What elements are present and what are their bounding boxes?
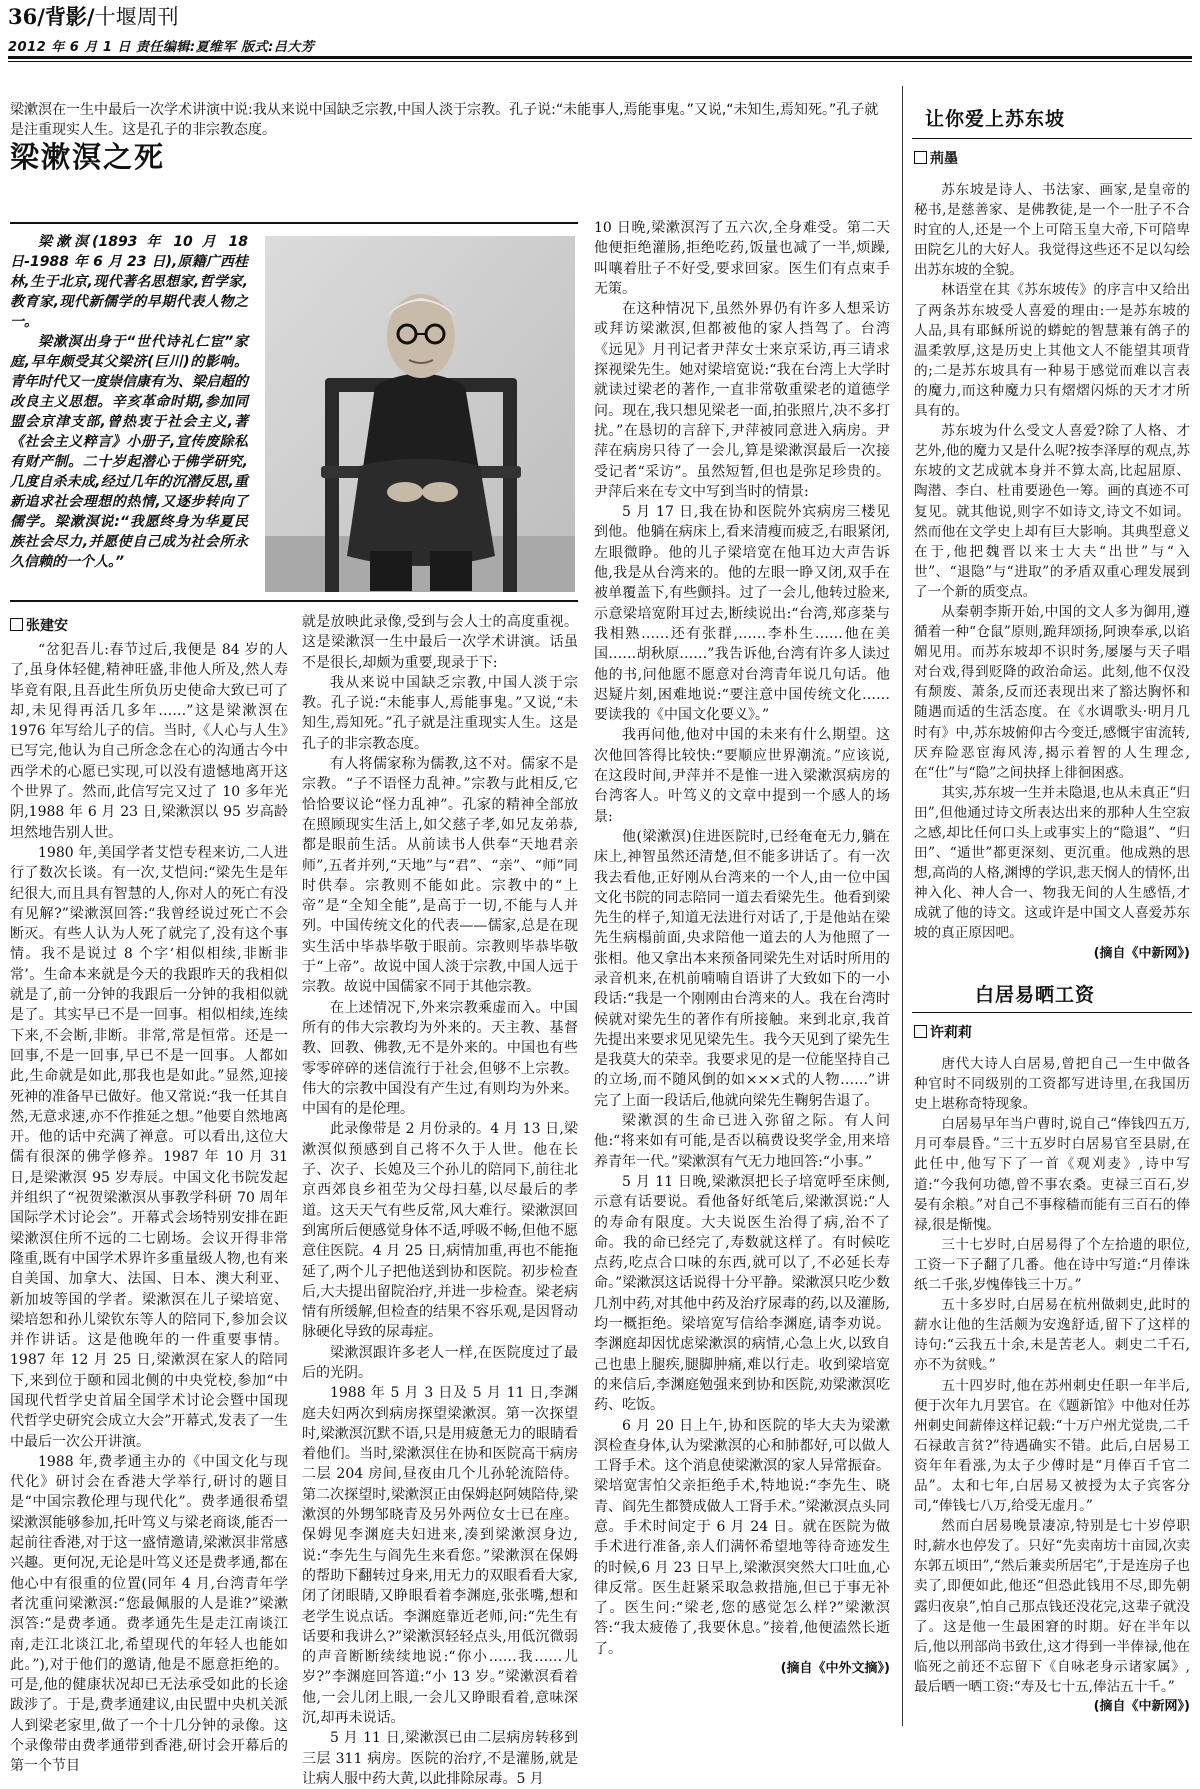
- article-paragraph: 1988 年 5 月 3 日及 5 月 11 日,李渊庭夫妇两次到病房探望梁漱溟。第一次探望时,梁漱溟沉默不语,只是用疲惫无力的眼睛看着他们。当时,梁漱溟住在协和医院高干病房二层 204 房间,昼夜由几个儿孙轮流陪侍。第二次探望时,梁漱溟正由保姆赵阿姨陪侍,梁漱溟的外甥邹晓青及另外两位女士已在座。保姆见李渊庭夫妇进来,凑到梁漱溟身边,说:“李先生与阎先生来看您。”梁漱溟在保姆的帮助下翻转过身来,用无力的双眼看看大家,闭了闭眼睛,又睁眼看着李渊庭,张张嘴,想和老学生说点话。李渊庭靠近老师,问:“先生有话要和我讲么?”梁漱溟轻轻点头,用低沉微弱的声音断断续续地说:“你小……我……儿岁?”李渊庭回答道:“小 13 岁。”梁漱溟看着他,一会儿闭上眼,一会儿又睁眼看着,意味深沉,却再未说话。: [302, 1385, 578, 1727]
- sidebar2-title: 白居易晒工资: [975, 984, 1096, 1006]
- sidebar2-paragraph: 然而白居易晚景凄凉,特别是七十岁停职时,薪水也停发了。只好“先卖南坊十亩园,次卖东郭五顷田”,“然后兼卖所居宅”,于是连房子也卖了,即便如此,他还“但恐此钱用不尽,即先朝露归夜泉”,怕自己那点钱还没花完,这辈子就没了。这是他一生最困窘的时期。好在半年以后,他以刑部尚书致仕,这才得到一半俸禄,他在临死之前还不忘留下《自咏老身示诸家属》,最后晒一晒工资:“寿及七十五,俸沾五十千。”: [914, 1518, 1190, 1695]
- sidebar1-source: (摘自《中新网》): [1093, 945, 1190, 961]
- bio-rule-top: [10, 222, 578, 224]
- edition-info: 2012 年 6 月 1 日 责任编辑:夏维军 版式:吕大芳: [8, 40, 315, 55]
- masthead-slash: /: [86, 4, 95, 29]
- sidebar2-paragraph: 五十四岁时,他在苏州刺史任职一年半后,便于次年九月罢官。在《题新馆》中他对任苏州刺史间薪俸这样记载:“十万户州尤觉贵,二千石禄敢言贫?”待遇确实不错。此后,白居易工资年年看涨,为太子少傅时是“月俸百千官二品”。太和七年,白居易又被授为太子宾客分司,“俸钱七八万,给受无虚月。”: [914, 1377, 1190, 1515]
- article-paragraph: 我从来说中国缺乏宗教,中国人淡于宗教。孔子说:“未能事人,焉能事鬼。”又说,“未知生,焉知死。”孔子就是注重现实人生。这是孔子的非宗教态度。: [302, 674, 578, 752]
- article-column-3: [594, 218, 890, 1679]
- article-paragraph: 5 月 17 日,我在协和医院外宾病房三楼见到他。他躺在病床上,看来清瘦而疲乏,右眼紧闭,左眼微睁。他的儿子梁培宽在他耳边大声告诉他,我是从台湾来的。他的左眼一睁又闭,双手在被单覆盖下,有些颤抖。过了一会儿,他转过脸来,示意梁培宽附耳过去,断续说出:“台湾,郑彦棻与我相熟……还有张群,……李朴生……他在美国……胡秋原……”我告诉他,台湾有许多人读过他的书,问他愿不愿意对台湾青年说几句话。他迟疑片刻,困难地说:“要注意中国传统文化……要读我的《中国文化要义》。”: [594, 504, 890, 724]
- page-number: 36/: [8, 4, 45, 29]
- bio-paragraph: 梁漱溟(1893 年 10 月 18 日-1988 年 6 月 23 日),原籍广西桂林,生于北京,现代著名思想家,哲学家,教育家,现代新儒学的早期代表人物之一。: [10, 234, 248, 330]
- sidebar1-byline: [914, 148, 958, 168]
- bio-paragraph: 梁漱溟出身于“世代诗礼仁宦”家庭,早年颇受其父梁济(巨川)的影响。青年时代又一度崇信康有为、梁启超的改良主义思想。辛亥革命时期,参加同盟会京津支部,曾热衷于社会主义,著《社会主义粹言》小册子,宣传废除私有财产制。二十岁起潜心于佛学研究,几度自杀未成,经过几年的沉潜反思,重新追求社会理想的热情,又逐步转向了儒学。梁漱溟说:“我愿终身为华夏民族社会尽力,并愿使自己成为社会所永久信赖的一个人。”: [10, 334, 248, 570]
- article-column-2: [302, 612, 578, 1789]
- article-paragraph: 梁漱溟的生命已进入弥留之际。有人问他:“将来如有可能,是否以稿费设奖学金,用来培养青年一代。”梁漱溟有气无力地回答:“小事。”: [594, 1113, 890, 1170]
- sidebar2-body: [914, 1054, 1190, 1717]
- byline-box-icon: [914, 1025, 927, 1038]
- byline-box-icon: [914, 151, 927, 164]
- article-byline: [10, 615, 68, 635]
- article-title: 梁漱溟之死: [10, 140, 166, 174]
- sidebar1-paragraph: 其实,苏东坡一生并未隐退,也从未真正“归田”,但他通过诗文所表达出来的那种人生空寂之感,却比任何口头上或事实上的“隐退”、“归田”、“遁世”都更深刻、更沉重。他成熟的思想,高尚的人格,渊博的学识,悲天悯人的情怀,出神入化、神人合一、物我无间的人生感悟,才成就了他的诗文。这或许是中国文人喜爱苏东坡的真正原因吧。: [914, 784, 1190, 942]
- paper-name: 十堰周刊: [94, 5, 179, 29]
- article-paragraph: 他(梁漱溟)住进医院时,已经奄奄无力,躺在床上,神智虽然还清楚,但不能多讲话了。有一次我去看他,正好刚从台湾来的一个人,由一位中国文化书院的同志陪同一道去看梁先生。他看到梁先生的样子,知道无法进行对话了,于是他站在梁先生病榻前面,央求陪他一道去的人为他照了一张相。他又拿出本来预备同梁先生对话时所用的录音机来,在机前喃喃自语讲了大致如下的一小段话:“我是一个刚刚由台湾来的人。我在台湾时候就对梁先生的著作有所接触。来到北京,我首先提出来要求见见梁先生。我今天见到了梁先生是我莫大的荣幸。我要求见的是一位能坚持自己的立场,而不随风倒的如×××式的人物……”讲完了上面一段话后,他就向梁先生鞠躬告退了。: [594, 828, 890, 1109]
- bio-rule-bottom: [10, 600, 578, 602]
- article-paragraph: 1988 年,费孝通主办的《中国文化与现代化》研讨会在香港大学举行,研讨的题目是“中国宗教伦理与现代化”。费孝通很希望梁漱溟能够参加,托叶笃义与梁老商谈,能否一起前往香港,对于这一盛情邀请,梁漱溟非常感兴趣。更何况,无论是叶笃义还是费孝通,都在他心中有很重的位置(同年 4 月,台湾青年学者沈重问梁漱溟:“您最佩服的人是谁?”梁漱溟答:“是费孝通。费孝通先生是走江南谈江南,走江北谈江北,希望现代的年轻人也能如此。”),对于他们的邀请,他是不愿意拒绝的。可是,他的健康状况却已无法承受如此的长途跋涉了。于是,费孝通建议,由民盟中央机关派人到梁老家里,做了一个十几分钟的录像。这个录像带由费孝通带到香港,研讨会开幕后的第一个节目: [10, 1453, 288, 1775]
- byline-box-icon: [10, 618, 23, 631]
- article-paragraph: 我再问他,他对中国的未来有什么期望。这次他回答得比较快:“要顺应世界潮流。”应该说,在这段时间,尹萍并不是惟一进入梁漱溟病房的台湾客人。叶笃义的文章中提到一个感人的场景:: [594, 727, 890, 825]
- portrait-photo: [265, 236, 575, 592]
- sidebar2-paragraph: 白居易早年当户曹时,说自己“俸钱四五万,月可奉晨昏。”三十五岁时白居易官至县尉,在此任中,他写下了一首《观刈麦》,诗中写道:“今我何功德,曾不事农桑。吏禄三百石,岁晏有余粮。”对自己不事稼穑而能有三百石的俸禄,很是惭愧。: [914, 1116, 1190, 1233]
- sidebar2-paragraph: 唐代大诗人白居易,曾把自己一生中做各种官时不同级别的工资都写进诗里,在我国历史上堪称奇特现象。: [914, 1056, 1190, 1113]
- section-name: 背影: [44, 4, 87, 29]
- sidebar1-paragraph: 从秦朝李斯开始,中国的文人多为御用,遵循着一种“仓鼠”原则,跪拜颂扬,阿谀奉承,以谄媚见用。而苏东坡却不识时务,屡屡与天子唱对台戏,得到贬降的政治命运。此刻,他不仅没有颓废、萧条,反而还表现出来了豁达胸怀和随遇而适的生活态度。在《水调歌头·明月几时有》中,苏东坡俯仰古今变迁,感慨宇宙流转,厌弃险恶宦海风涛,揭示着智的人生理念,在“仕”与“隐”之间抉择上徘徊困惑。: [914, 603, 1190, 781]
- header-rule-thin: [8, 61, 1192, 62]
- article-column-1: [10, 640, 288, 1777]
- sidebar2-byline: [914, 1022, 972, 1042]
- article-paragraph: 在上述情况下,外来宗教乘虚而入。中国所有的伟大宗教均为外来的。天主教、基督教、回教、佛教,无不是外来的。中国也有些零零碎碎的迷信流行于社会,但够不上宗教。伟大的宗教中国没有产生过,有则均为外来。中国有的是伦理。: [302, 999, 578, 1118]
- bio-box: [10, 232, 248, 572]
- author-name: 荊墨: [930, 151, 958, 167]
- header-rule-thick: [8, 56, 1192, 59]
- sidebar2-paragraph: 五十多岁时,白居易在杭州做刺史,此时的薪水让他的生活颇为安逸舒适,留下了这样的诗句:“云我五十余,未是苦老人。刺史二千石,亦不为贫贱。”: [914, 1297, 1190, 1374]
- article-paragraph: 在这种情况下,虽然外界仍有许多人想采访或拜访梁漱溟,但都被他的家人挡驾了。台湾《远见》月刊记者尹萍女士来京采访,再三请求探视梁先生。她对梁培宽说:“我在台湾上大学时就读过梁老的著作,一直非常敬重梁老的道德学问。现在,我只想见梁老一面,拍张照片,决不多打扰。”在恳切的言辞下,尹萍被同意进入病房。尹萍在病房只待了一会儿,算是梁漱溟最后一次接受记者“采访”。虽然短暂,但也是弥足珍贵的。尹萍后来在专文中写到当时的情景:: [594, 301, 890, 500]
- article-paragraph: 10 日晚,梁漱溟泻了五六次,全身难受。第二天他便拒绝灌肠,拒绝吃药,饭量也减了一半,烦躁,叫嚷着肚子不好受,要求回家。医生们有点束手无策。: [594, 220, 890, 297]
- sidebar1-paragraph: 林语堂在其《苏东坡传》的序言中又给出了两条苏东坡受人喜爱的理由:一是苏东坡的人品,具有耶稣所说的蟒蛇的智慧兼有鸽子的温柔敦厚,这是历史上其他文人不能望其项背的;二是苏东坡具有一种易于感觉而难以言表的魔力,而这种魔力只有熠熠闪烁的天才才所具有的。: [914, 282, 1190, 420]
- sidebar1-body: [914, 180, 1190, 964]
- article-source: (摘自《中外文摘》): [780, 1661, 890, 1677]
- article-paragraph: 6 月 20 日上午,协和医院的毕大夫为梁漱溟检查身体,认为梁漱溟的心和肺都好,可以做人工肾手术。这个消息使梁漱溟的家人异常振奋。梁培宽害怕父亲拒绝手术,特地说:“李先生、晓青、阎先生都赞成做人工肾手术。”梁漱溟点头同意。手术时间定于 6 月 24 日。就在医院为做手术进行准备,亲人们满怀希望地等待奇迹发生的时候,6 月 23 日早上,梁漱溟突然大口吐血,心律反常。医生赶紧采取急救措施,但已于事无补了。医生问:“梁老,您的感觉怎么样?”梁漱溟答:“我太疲倦了,我要休息。”接着,他便溘然长逝了。: [594, 1417, 890, 1657]
- column-divider: [902, 86, 903, 1726]
- sidebar2-paragraph: 三十七岁时,白居易得了个左拾遗的职位,工资一下子翻了几番。他在诗中写道:“月俸诛纸二千张,岁愧俸钱三十万。”: [914, 1236, 1190, 1294]
- sidebar1-paragraph: 苏东坡为什么受文人喜爱?除了人格、才艺外,他的魔力又是什么呢?按李泽厚的观点,苏东坡的文艺成就本身并不算太高,比起屈原、陶潜、李白、杜甫要逊色一筹。画的真迹不可复见。就其他说,则字不如诗文,诗文不如词。然而他在文学史上却有巨大影响。其典型意义在于,他把魏晋以来士大夫“出世”与“入世”、“退隐”与“进取”的矛盾双重心理发展到了一个新的质变点。: [914, 423, 1190, 600]
- article-paragraph: 有人将儒家称为儒教,这不对。儒家不是宗教。“子不语怪力乱神。”宗教与此相反,它恰恰要议论“怪力乱神”。孔家的精神全部放在照顾现实生活上,如父慈子孝,如兄友弟恭,都是眼前生活。从前读书人供奉“天地君亲师”,五者并列,“天地”与“君”、“亲”、“师”同时供奉。宗教则不能如此。宗教中的“上帝”是“全知全能”,是高于一切,不能与人并列。中国传统文化的代表——儒家,总是在现实生活中毕恭毕敬于眼前。宗教则毕恭毕敬于“上帝”。故说中国人淡于宗教,中国人远于宗教。故说中国儒家不同于其他宗教。: [302, 756, 578, 996]
- sidebar1-rule: [912, 138, 1192, 139]
- sidebar2-rule: [912, 1012, 1192, 1013]
- article-paragraph: 此录像带是 2 月份录的。4 月 13 日,梁漱溟似预感到自己将不久于人世。他在长子、次子、长媳及三个孙儿的陪同下,前往北京西郊良乡祖茔为父母扫墓,以尽最后的孝道。这天天气有些反常,风大难行。梁漱溟回到寓所后便感觉身体不适,呼吸不畅,但他不愿意住医院。4 月 25 日,病情加重,再也不能拖延了,两个儿子把他送到协和医院。初步检查后,大夫提出留院治疗,并进一步检查。梁老病情有所缓解,但检查的结果不容乐观,是因肾动脉硬化导致的尿毒症。: [302, 1121, 578, 1341]
- article-paragraph: 梁漱溟跟许多老人一样,在医院度过了最后的光阴。: [302, 1344, 578, 1381]
- sidebar1-title: 让你爱上苏东坡: [925, 108, 1066, 130]
- author-name: 张建安: [26, 618, 68, 634]
- article-paragraph: 5 月 11 日,梁漱溟已由二层病房转移到三层 311 病房。医院的治疗,不是灌肠,就是让病人服中药大黄,以此排除尿毒。5 月: [302, 1730, 578, 1787]
- article-paragraph: 就是放映此录像,受到与会人士的高度重视。这是梁漱溟一生中最后一次学术讲演。话虽不是很长,却颇为重要,现录于下:: [302, 614, 578, 671]
- article-paragraph: “岔犯吾儿:春节过后,我便是 84 岁的人了,虽身体轻健,精神旺盛,非他人所及,然人寿毕竟有限,且吾此生所负历史使命大致已可了却,未见得再活几多年……”这是梁漱溟在 1976 年写给儿子的信。当时,《人心与人生》已写完,他认为自己所念念在心的沟通古今中西学术的心愿已实现,可以没有遗憾地离开这个世界了。然而,此信写完又过了 10 多年光阴,1988 年 6 月 23 日,梁漱溟以 95 岁高龄坦然地告别人世。: [10, 642, 288, 841]
- article-paragraph: 5 月 11 日晚,梁漱溟把长子培宽呼至床侧,示意有话要说。看他备好纸笔后,梁漱溟说:“人的寿命有限度。大夫说医生治得了病,治不了命。我的命已经完了,寿数就这样了。有时候吃点药,吃点合口味的东西,就可以了,不必延长寿命。”梁漱溟这话说得十分平静。梁漱溟只吃少数几剂中药,对其他中药及治疗尿毒的药,以及灌肠,均一概拒绝。梁培宽写信给李渊庭,请李劝说。李渊庭却因忧虑梁漱溟的病情,心急上火,以致自己也患上腿疾,腿脚肿痛,难以行走。收到梁培宽的来信后,李渊庭勉强来到协和医院,劝梁漱溟吃药、吃饭。: [594, 1173, 890, 1414]
- article-lead: 梁漱溟在一生中最后一次学术讲演中说:我从来说中国缺乏宗教,中国人淡于宗教。孔子说:“未能事人,焉能事鬼。”又说,“未知生,焉知死。”孔子就是注重现实人生。这是孔子的非宗教态度。: [10, 102, 879, 138]
- author-name: 许莉莉: [930, 1025, 972, 1041]
- article-paragraph: 1980 年,美国学者艾恺专程来访,二人进行了数次长谈。有一次,艾恺问:“梁先生是年纪很大,而且具有智慧的人,你对人的死亡有没有见解?”梁漱溟回答:“我曾经说过死亡不会断灭。有些人认为人死了就完了,没有这个事情。我不是说过 8 个字‘相似相续,非断非常’。生命本来就是今天的我跟昨天的我相似就是了,前一分钟的我跟后一分钟的我相似就是了。其实早已不是一回事。相似相续,连续下来,不会断,非断。非常,常是恒常。还是一回事,不是一回事,早已不是一回事。人都如此,生命就是如此,那我也是如此。”显然,迎接死神的准备早已做好。他又常说:“我一任其自然,无意求速,亦不作推延之想。”他要自然地离开。他的话中充满了禅意。可以看出,这位大儒有很深的佛学修养。1987 年 10 月 31 日,是梁漱溟 95 岁寿辰。中国文化书院发起并组织了“祝贺梁漱溟从事教学科研 70 周年国际学术讨论会”。开幕式会场特别安排在距梁漱溟住所不远的二七剧场。会议开得非常隆重,既有中国学术界许多重量级人物,也有来自美国、加拿大、法国、日本、澳大利亚、新加坡等国的学者。梁漱溟在儿子梁培宽、梁培恕和孙儿梁钦东等人的陪同下,参加会议并作讲话。这是他晚年的一件重要事情。1987 年 12 月 25 日,梁漱溟在家人的陪同下,来到位于颐和园北侧的中央党校,参加“中国现代哲学史首届全国学术讨论会暨中国现代哲学史研究会成立大会”开幕式,发表了一生中最后一次公开讲演。: [10, 844, 288, 1450]
- sidebar2-source: (摘自《中新网》): [1093, 1699, 1190, 1714]
- sidebar1-paragraph: 苏东坡是诗人、书法家、画家,是皇帝的秘书,是慈善家、是佛教徒,是一个一肚子不合时宜的人,还是一个上可陪玉皇大帝,下可陪卑田院乞儿的大好人。我觉得这些还不足以勾绘出苏东坡的全貌。: [914, 182, 1190, 279]
- masthead: [8, 4, 179, 30]
